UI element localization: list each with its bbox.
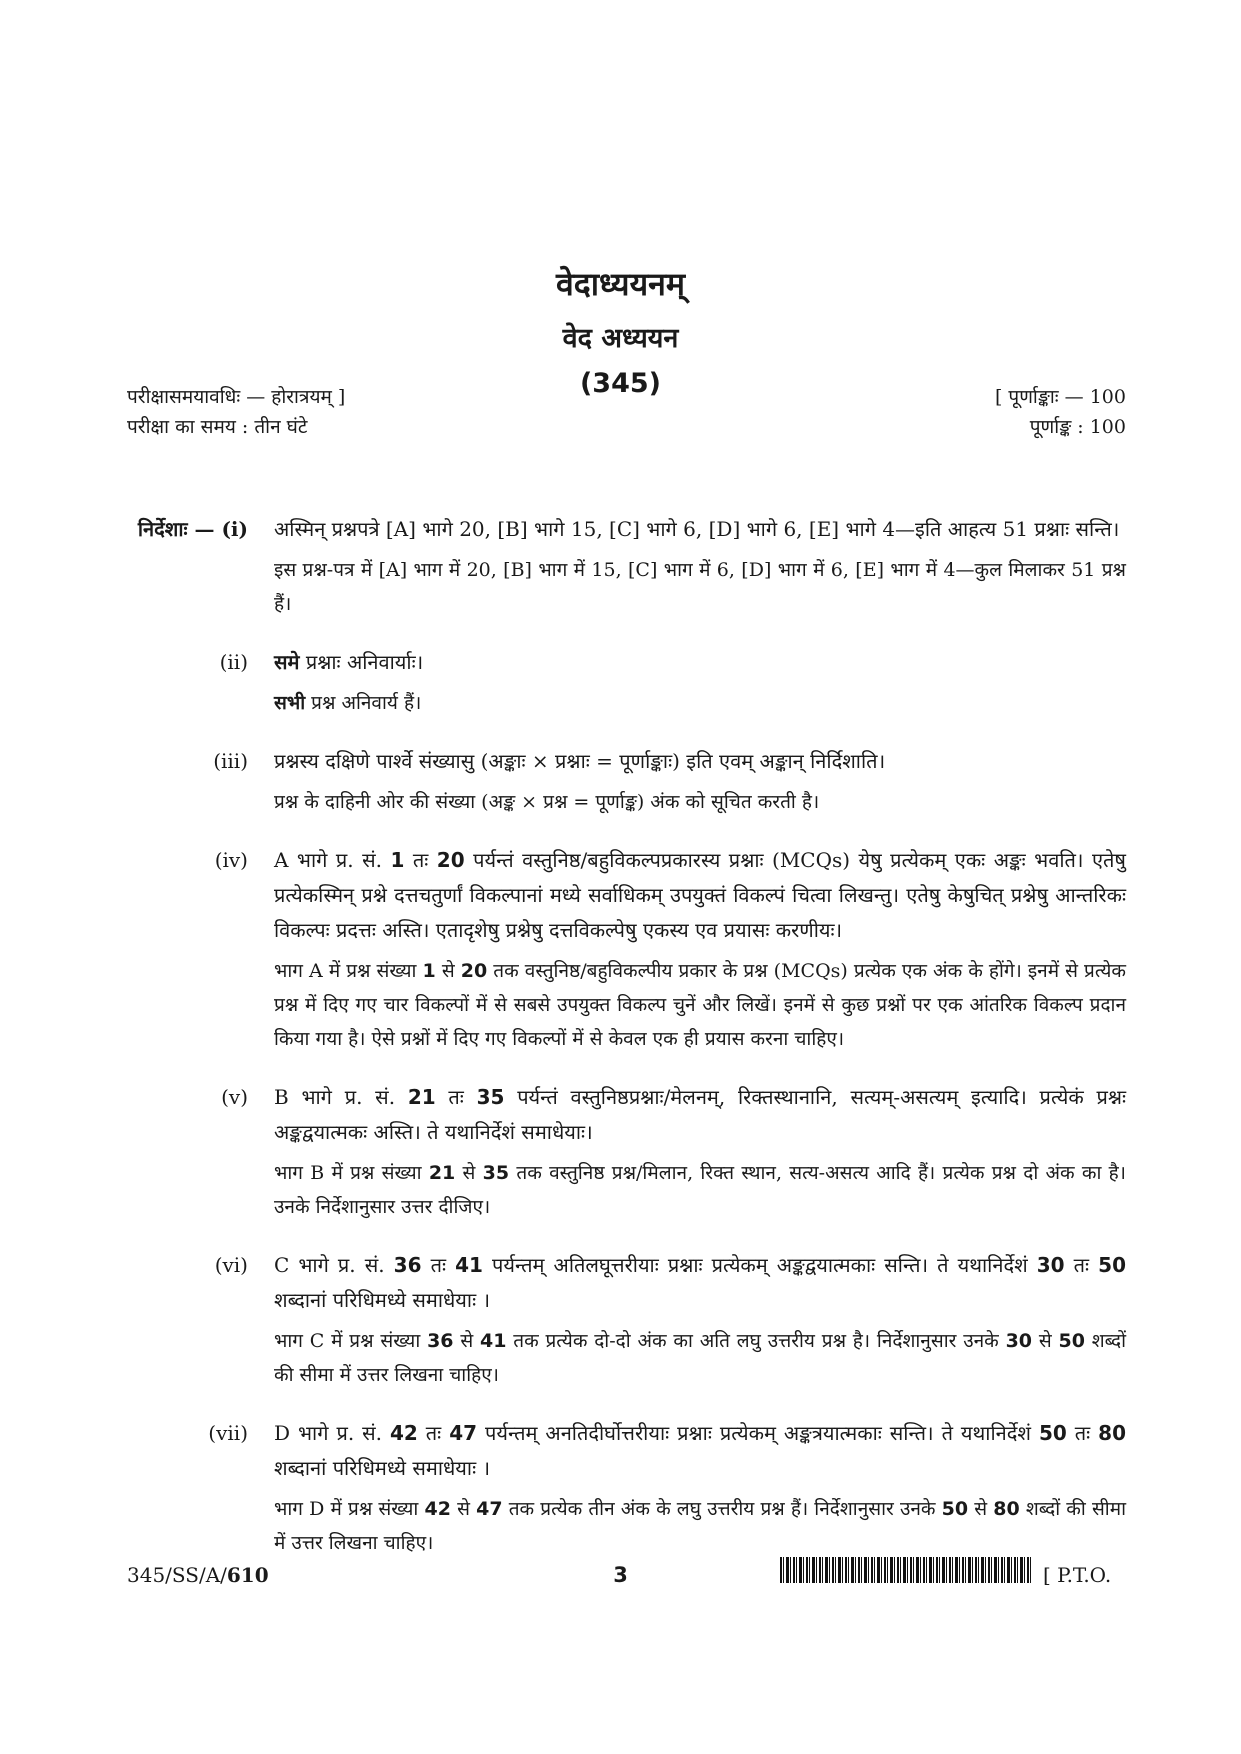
instruction-sanskrit: B भागे प्र. सं. 21 तः 35 पर्यन्तं वस्तुनिष्ठप्रश्नाः/मेलनम्, रिक्तस्थानानि, सत्यम्-असत्यम् इत्यादि। प्रत्येकं प्रश्नः अङ्कद्वयात्मकः अस्ति। ते यथानिर्देशं समाधेयाः।	[274, 1085, 1127, 1144]
instruction-hindi: सभी प्रश्न अनिवार्य हैं।	[274, 692, 422, 714]
instruction-hindi: भाग A में प्रश्न संख्या 1 से 20 तक वस्तुनिष्ठ/बहुविकल्पीय प्रकार के प्रश्न (MCQs) प्रत्येक एक अंक के होंगे। इनमें से प्रत्येक प्रश्न में दिए गए चार विकल्पों में से सबसे उपयुक्त विकल्प चुनें और लिखें। इनमें से कुछ प्रश्नों पर एक आंतरिक विकल्प प्रदान किया गया है। ऐसे प्रश्नों में दिए गए विकल्पों में से केवल एक ही प्रयास करना चाहिए।	[274, 960, 1126, 1050]
instruction-sanskrit: C भागे प्र. सं. 36 तः 41 पर्यन्तम् अतिलघूत्तरीयाः प्रश्नाः प्रत्येकम् अङ्कद्वयात्मकाः सन्ति। ते यथानिर्देशं 30 तः 50 शब्दानां परिधिमध्ये समाधेयाः ।	[274, 1253, 1127, 1312]
instructions-label: निर्देशाः — (i)	[137, 517, 248, 541]
instruction-item	[127, 512, 1126, 627]
instruction-number: (vii)	[208, 1421, 248, 1445]
instruction-number: (vi)	[214, 1253, 248, 1277]
subject-code: (345)	[579, 368, 662, 399]
barcode-image	[780, 1557, 1032, 1583]
instructions-section	[127, 512, 1126, 1584]
instruction-sanskrit: प्रश्नस्य दक्षिणे पार्श्वे संख्यासु (अङ्काः × प्रश्नाः = पूर्णाङ्काः) इति एवम् अङ्कान् निर्दिशाति।	[274, 749, 886, 773]
instruction-sanskrit: A भागे प्र. सं. 1 तः 20 पर्यन्तं वस्तुनिष्ठ/बहुविकल्पप्रकारस्य प्रश्नाः (MCQs) येषु प्रत्येकम् एकः अङ्कः भवति। एतेषु प्रत्येकस्मिन् प्रश्ने दत्तचतुर्णां विकल्पानां मध्ये सर्वाधिकम् उपयुक्तं विकल्पं चित्वा लिखन्तु। एतेषु केषुचित् प्रश्नेषु आन्तरिकः विकल्पः प्रदत्तः अस्ति। एतादृशेषु प्रश्नेषु दत्तविकल्पेषु एकस्य एव प्रयासः करणीयः।	[274, 848, 1126, 942]
marks-hindi: पूर्णाङ्क : 100	[1029, 416, 1126, 438]
paper-code: 345/SS/A/610	[127, 1563, 269, 1587]
time-hindi: परीक्षा का समय : तीन घंटे	[127, 416, 308, 438]
instruction-number: (iv)	[214, 848, 248, 872]
instruction-hindi: भाग D में प्रश्न संख्या 42 से 47 तक प्रत्येक तीन अंक के लघु उत्तरीय प्रश्न हैं। निर्देशानुसार उनके 50 से 80 शब्दों की सीमा में उत्तर लिखना चाहिए।	[274, 1498, 1126, 1554]
instruction-item	[127, 1248, 1126, 1398]
instruction-item	[127, 1080, 1126, 1230]
page-number: 3	[613, 1563, 628, 1587]
instruction-item	[127, 843, 1126, 1062]
instruction-item	[127, 1416, 1126, 1566]
instruction-item	[127, 744, 1126, 825]
instruction-item	[127, 645, 1126, 726]
paper-title-hindi: वेद अध्ययन	[562, 323, 679, 354]
pto-label: [ P.T.O.	[1043, 1563, 1112, 1587]
instruction-number: (ii)	[219, 650, 248, 674]
instruction-sanskrit: समे प्रश्नाः अनिवार्याः।	[274, 650, 424, 674]
instruction-sanskrit: अस्मिन् प्रश्नपत्रे [A] भागे 20, [B] भागे 15, [C] भागे 6, [D] भागे 6, [E] भागे 4—इति आहत्य 51 प्रश्नाः सन्ति।	[274, 517, 1120, 541]
marks-sanskrit: [ पूर्णाङ्काः — 100	[994, 386, 1126, 408]
instruction-number: (v)	[221, 1085, 248, 1109]
instruction-hindi: भाग C में प्रश्न संख्या 36 से 41 तक प्रत्येक दो-दो अंक का अति लघु उत्तरीय प्रश्न है। निर्देशानुसार उनके 30 से 50 शब्दों की सीमा में उत्तर लिखना चाहिए।	[274, 1330, 1127, 1386]
instruction-sanskrit: D भागे प्र. सं. 42 तः 47 पर्यन्तम् अनतिदीर्घोत्तरीयाः प्रश्नाः प्रत्येकम् अङ्कत्रयात्मकाः सन्ति। ते यथानिर्देशं 50 तः 80 शब्दानां परिधिमध्ये समाधेयाः ।	[274, 1421, 1126, 1480]
instruction-hindi: इस प्रश्न-पत्र में [A] भाग में 20, [B] भाग में 15, [C] भाग में 6, [D] भाग में 6, [E] भाग में 4—कुल मिलाकर 51 प्रश्न हैं।	[274, 559, 1126, 615]
paper-title-sanskrit: वेदाध्ययनम्	[555, 265, 686, 303]
instruction-hindi: भाग B में प्रश्न संख्या 21 से 35 तक वस्तुनिष्ठ प्रश्न/मिलान, रिक्त स्थान, सत्य-असत्य आदि हैं। प्रत्येक प्रश्न दो अंक का है। उनके निर्देशानुसार उत्तर दीजिए।	[274, 1162, 1126, 1218]
instruction-hindi: प्रश्न के दाहिनी ओर की संख्या (अङ्क × प्रश्न = पूर्णाङ्क) अंक को सूचित करती है।	[274, 791, 820, 813]
time-sanskrit: परीक्षासमयावधिः — होरात्रयम् ]	[127, 386, 346, 408]
instruction-number: (iii)	[213, 749, 248, 773]
